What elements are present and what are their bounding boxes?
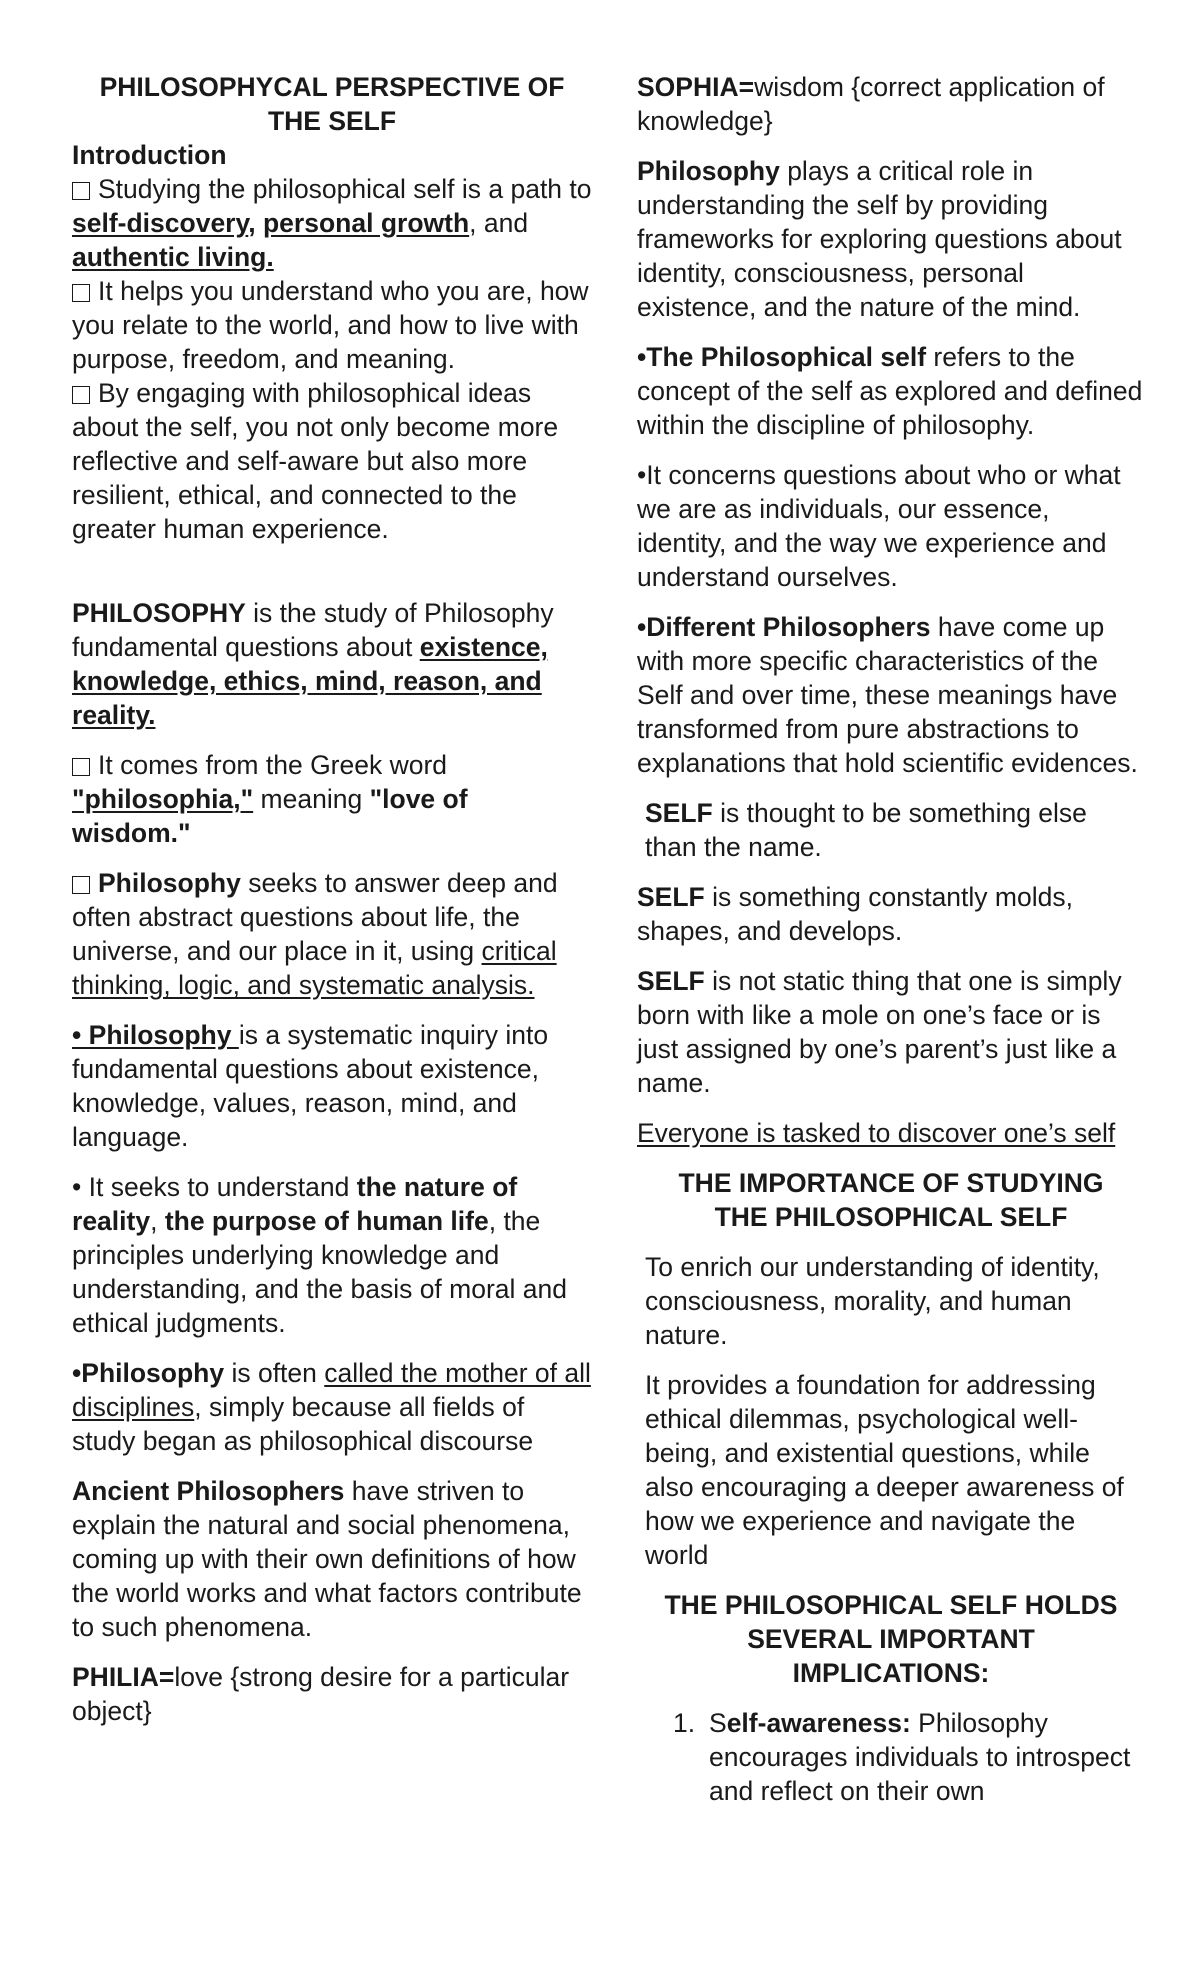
- text: , simply because all fields of study began as philosophical discourse: [72, 1392, 534, 1456]
- checkbox-bullet-icon: [72, 182, 90, 200]
- text: is the study of Philosophy fundamental questions about: [72, 598, 554, 662]
- implications-heading: THE PHILOSOPHICAL SELF HOLDS SEVERAL IMPORTANT IMPLICATIONS:: [664, 1590, 1118, 1688]
- philia-definition: [72, 1660, 592, 1728]
- philosophy-inquiry: [72, 1018, 592, 1154]
- spacer: [72, 546, 592, 596]
- text: love {strong desire for a particular object}: [72, 1662, 570, 1726]
- text: plays a critical role in understanding the self by providing frameworks for exploring questions about identity, consciousness, personal existence, and the nature of the mind.: [637, 156, 1122, 322]
- text: PHILOSOPHY: [72, 598, 246, 628]
- checkbox-bullet-icon: [72, 284, 90, 302]
- text: is a systematic inquiry into fundamental questions about existence, knowledge, values, reason, mind, and language.: [72, 1020, 549, 1152]
- text: , and: [469, 208, 529, 238]
- personal-growth-text: personal growth: [263, 208, 470, 238]
- text: •It concerns questions about who or what we are as individuals, our essence, identity, and the way we experience and understand ourselves.: [637, 460, 1121, 592]
- implications-list: [637, 1706, 1145, 1808]
- list-number: 1.: [673, 1708, 696, 1738]
- checkbox-bullet-icon: [72, 758, 90, 776]
- concerns-paragraph: [637, 458, 1145, 594]
- text: SELF: [637, 966, 705, 996]
- intro-paragraph-2: [72, 274, 592, 376]
- text: By engaging with philosophical ideas about the self, you not only become more reflective and self-aware but also more resilient, ethical, and connected to the greater human experience.: [72, 378, 559, 544]
- text: existence, knowledge, ethics, mind, reason, and reality.: [72, 632, 548, 730]
- enrich-paragraph: [637, 1250, 1145, 1352]
- mother-of-disciplines: [72, 1356, 592, 1458]
- text: SOPHIA=: [637, 72, 755, 102]
- text: the nature of reality: [72, 1172, 518, 1236]
- text: Studying the philosophical self is a path to: [98, 174, 592, 204]
- text: "love of wisdom.": [72, 784, 468, 848]
- text: meaning: [253, 784, 370, 814]
- philosophy-definition: [72, 596, 592, 732]
- text: PHILIA=: [72, 1662, 175, 1692]
- text: Philosophy: [98, 868, 241, 898]
- philosophy-role: [637, 154, 1145, 324]
- importance-heading: THE IMPORTANCE OF STUDYING THE PHILOSOPHICAL SELF: [678, 1168, 1104, 1232]
- text: SELF: [645, 798, 713, 828]
- title-line-1: PHILOSOPHYCAL PERSPECTIVE OF: [99, 72, 565, 102]
- text: Philosophy encourages individuals to introspect and reflect on their own: [709, 1708, 1131, 1806]
- text: ,: [248, 208, 263, 238]
- text: Philosophy: [637, 156, 780, 186]
- greek-origin: [72, 748, 592, 850]
- text: •Philosophy: [72, 1358, 225, 1388]
- text: It provides a foundation for addressing ethical dilemmas, psychological well-being, and existential questions, while also encouraging a deeper awareness of how we experience and navigate the world: [645, 1370, 1124, 1570]
- text: It comes from the Greek word: [98, 750, 448, 780]
- checkbox-bullet-icon: [72, 876, 90, 894]
- sophia-definition: [637, 70, 1145, 138]
- text: , the principles underlying knowledge and understanding, and the basis of moral and ethical judgments.: [72, 1206, 567, 1338]
- text: have striven to explain the natural and social phenomena, coming up with their own definitions of how the world works and what factors contribute to such phenomena.: [72, 1476, 582, 1642]
- philosophy-seeks: [72, 866, 592, 1002]
- intro-paragraph-1: [72, 172, 592, 274]
- text: have come up with more specific characteristics of the Self and over time, these meanings have transformed from pure abstractions to explanations that hold scientific evidences.: [637, 612, 1138, 778]
- checkbox-bullet-icon: [72, 386, 90, 404]
- text: seeks to answer deep and often abstract questions about life, the universe, and our place in it, using: [72, 868, 558, 966]
- everyone-tasked: [637, 1116, 1145, 1150]
- different-philosophers: [637, 610, 1145, 780]
- text: critical thinking, logic, and systematic analysis.: [72, 936, 557, 1000]
- self-statement-3: [637, 964, 1145, 1100]
- text: wisdom {correct application of knowledge}: [637, 72, 1105, 136]
- intro-heading: [72, 138, 592, 172]
- text: SELF: [637, 882, 705, 912]
- title-line-2: THE SELF: [267, 106, 397, 136]
- text: is not static thing that one is simply born with like a mole on one’s face or is just assigned by one’s parent’s just like a name.: [637, 966, 1122, 1098]
- text: called the mother of all disciplines: [72, 1358, 591, 1422]
- intro-heading-text: Introduction: [72, 140, 227, 170]
- text: is something constantly molds, shapes, and develops.: [637, 882, 1073, 946]
- text: elf-awareness:: [726, 1708, 911, 1738]
- text: S: [709, 1708, 727, 1738]
- self-statement-2: [637, 880, 1145, 948]
- text: "philosophia,": [72, 784, 254, 814]
- self-discovery-link: self-discovery: [72, 208, 249, 238]
- right-column: [637, 70, 1145, 1808]
- text: is thought to be something else than the name.: [645, 798, 1087, 862]
- text: is often: [224, 1358, 325, 1388]
- ancient-philosophers: [72, 1474, 592, 1644]
- text: the purpose of human life: [164, 1206, 489, 1236]
- intro-paragraph-3: [72, 376, 592, 546]
- left-column: [72, 70, 592, 1744]
- foundation-paragraph: [637, 1368, 1145, 1572]
- seeks-to-understand: [72, 1170, 592, 1340]
- text: •Different Philosophers: [637, 612, 931, 642]
- text: Everyone is tasked to discover one’s self: [637, 1118, 1116, 1148]
- list-item: [637, 1706, 1145, 1808]
- text: • It seeks to understand: [72, 1172, 357, 1202]
- self-statement-1: [637, 796, 1145, 864]
- text: • Philosophy: [72, 1020, 239, 1050]
- text: ,: [150, 1206, 165, 1236]
- text: refers to the concept of the self as explored and defined within the discipline of philosophy.: [637, 342, 1143, 440]
- philosophical-self-definition: [637, 340, 1145, 442]
- text: It helps you understand who you are, how you relate to the world, and how to live with purpose, freedom, and meaning.: [72, 276, 589, 374]
- authentic-living-text: authentic living.: [72, 242, 274, 272]
- text: To enrich our understanding of identity, consciousness, morality, and human nature.: [645, 1252, 1100, 1350]
- text: •The Philosophical self: [637, 342, 927, 372]
- text: Ancient Philosophers: [72, 1476, 345, 1506]
- page-title: [72, 70, 592, 138]
